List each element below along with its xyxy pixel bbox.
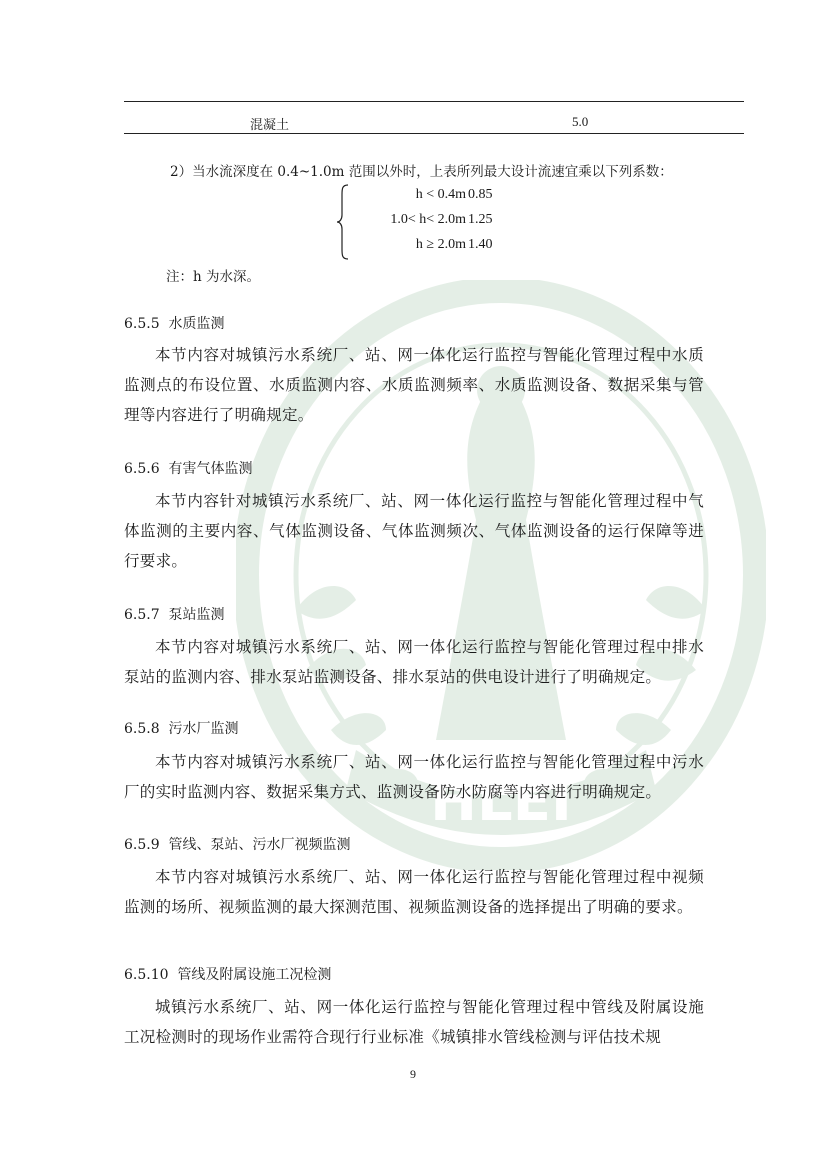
section-heading-6-5-9 [124,834,351,854]
table-cell-material: 混凝土 [250,118,290,133]
section-number: 6.5.7 [124,607,160,623]
formula-condition: h < 0.4m [415,187,466,202]
section-title: 有害气体监测 [168,461,253,477]
formula-coefficient: 1.40 [468,237,493,252]
section-body-6-5-9: 本节内容对城镇污水系统厂、站、网一体化运行监控与智能化管理过程中视频监测的场所、视频监测的最大探测范围、视频监测设备的选择提出了明确的要求。 [124,868,704,916]
formula-row [336,212,566,234]
table-cell-value: 5.0 [572,114,589,129]
formula-row [336,237,566,259]
section-number: 6.5.5 [124,316,160,332]
coefficient-formula [336,183,566,263]
section-title: 管线、泵站、污水厂视频监测 [168,837,351,853]
table-bottom-rule [124,133,744,134]
formula-condition: 1.0< h< 2.0m [390,212,466,227]
section-body-6-5-10: 城镇污水系统厂、站、网一体化运行监控与智能化管理过程中管线及附属设施工况检测时的现场作业需符合现行行业标准《城镇排水管线检测与评估技术规 [124,998,704,1046]
section-heading-6-5-5 [124,313,225,333]
formula-coefficient: 0.85 [468,187,493,202]
section-title: 污水厂监测 [168,721,239,737]
section-body-6-5-8: 本节内容对城镇污水系统厂、站、网一体化运行监控与智能化管理过程中污水厂的实时监测内容、数据采集方式、监测设备防水防腐等内容进行明确规定。 [124,753,704,801]
section-heading-6-5-6 [124,458,253,478]
section-heading-6-5-7 [124,604,225,624]
section-body-6-5-6: 本节内容针对城镇污水系统厂、站、网一体化运行监控与智能化管理过程中气体监测的主要内容、气体监测设备、气体监测频次、气体监测设备的运行保障等进行要求。 [124,492,704,570]
section-title: 泵站监测 [168,607,225,623]
section-title: 水质监测 [168,316,225,332]
formula-coefficient: 1.25 [468,212,493,227]
section-number: 6.5.9 [124,837,160,853]
table-top-rule [124,101,744,102]
section-number: 6.5.10 [124,967,169,983]
formula-condition: h ≥ 2.0m [415,237,466,252]
section-number: 6.5.6 [124,461,160,477]
section-heading-6-5-10 [124,964,331,984]
note-h: 注：h 为水深。 [166,269,260,285]
note-2: 2）当水流深度在 0.4~1.0m 范围以外时，上表所列最大设计流速宜乘以下列系数： [170,164,673,180]
section-body-6-5-5: 本节内容对城镇污水系统厂、站、网一体化运行监控与智能化管理过程中水质监测点的布设位置、水质监测内容、水质监测频率、水质监测设备、数据采集与管理等内容进行了明确规定。 [124,346,704,424]
page-number: 9 [410,1067,416,1081]
section-title: 管线及附属设施工况检测 [177,967,332,983]
watermark-text: HLEI [430,769,572,834]
section-body-6-5-7: 本节内容对城镇污水系统厂、站、网一体化运行监控与智能化管理过程中排水泵站的监测内容、排水泵站监测设备、排水泵站的供电设计进行了明确规定。 [124,638,704,686]
section-heading-6-5-8 [124,718,239,738]
section-number: 6.5.8 [124,721,160,737]
formula-row [336,187,566,209]
